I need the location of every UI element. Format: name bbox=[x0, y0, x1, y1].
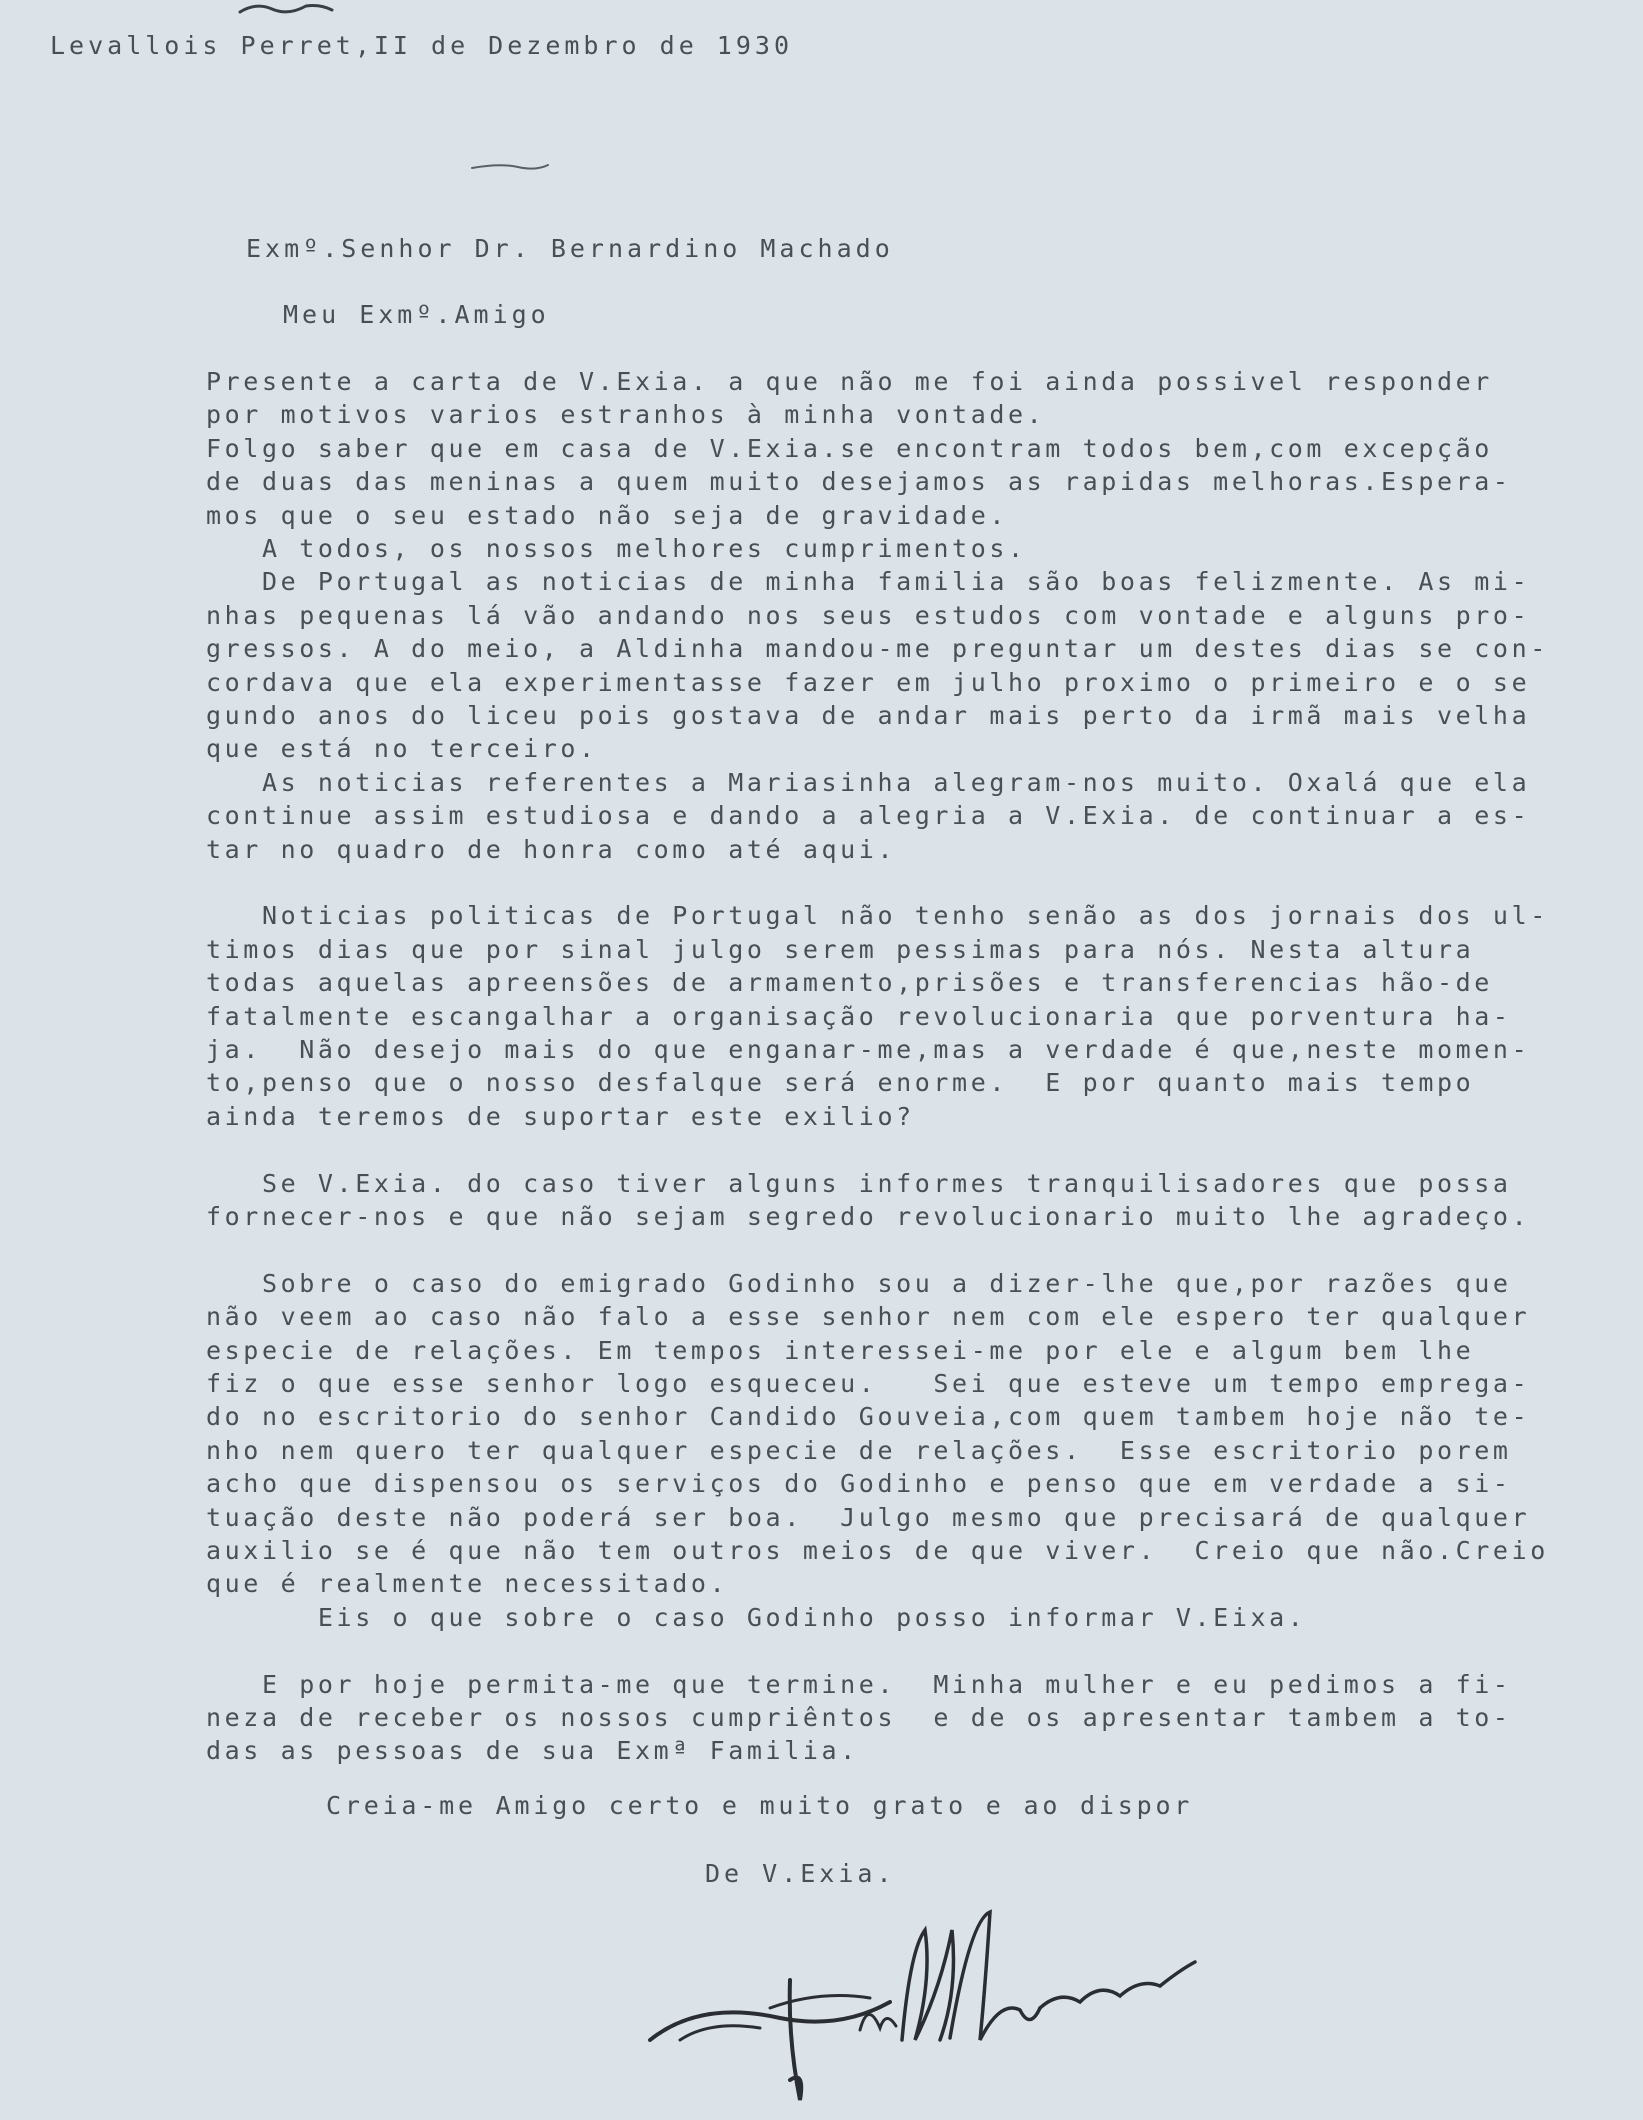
body-line: E por hoje permita-me que termine. Minha mulher e eu pedimos a fi- bbox=[206, 1669, 1512, 1699]
handwritten-signature bbox=[640, 1890, 1200, 2110]
body-line: De Portugal as noticias de minha familia são boas felizmente. As mi- bbox=[206, 567, 1531, 597]
body-line: especie de relações. Em tempos interessei-me por ele e algum bem lhe bbox=[206, 1335, 1475, 1365]
body-line: do no escritorio do senhor Candido Gouveia,com quem tambem hoje não te- bbox=[206, 1402, 1531, 1432]
body-line: que está no terceiro. bbox=[206, 734, 598, 764]
body-line: de duas das meninas a quem muito desejamos as rapidas melhoras.Espera- bbox=[206, 467, 1512, 497]
body-line: Folgo saber que em casa de V.Exia.se encontram todos bem,com excepção bbox=[206, 433, 1493, 463]
body-line: mos que o seu estado não seja de gravidade. bbox=[206, 500, 1009, 530]
body-line: todas aquelas apreensões de armamento,prisões e transferencias hão-de bbox=[206, 968, 1493, 998]
dateline: Levallois Perret,II de Dezembro de 1930 bbox=[50, 31, 793, 60]
body-line: Eis o que sobre o caso Godinho posso informar V.Eixa. bbox=[206, 1602, 1307, 1632]
body-line: das as pessoas de sua Exmª Familia. bbox=[206, 1736, 859, 1766]
body-line: nho nem quero ter qualquer especie de relações. Esse escritorio porem bbox=[206, 1435, 1512, 1465]
body-line: As noticias referentes a Mariasinha alegram-nos muito. Oxalá que ela bbox=[206, 767, 1531, 797]
subscription-line: De V.Exia. bbox=[705, 1859, 896, 1888]
body-line: ja. Não desejo mais do que enganar-me,mas a verdade é que,neste momen- bbox=[206, 1035, 1531, 1064]
body-line: Noticias politicas de Portugal não tenho senão as dos jornais dos ul- bbox=[206, 901, 1549, 931]
ink-scribble-mark bbox=[236, 0, 336, 18]
body-line: auxilio se é que não tem outros meios de que viver. Creio que não.Creio bbox=[206, 1536, 1549, 1565]
body-line: continue assim estudiosa e dando a alegria a V.Exia. de continuar a es- bbox=[206, 801, 1531, 831]
body-line: Sobre o caso do emigrado Godinho sou a dizer-lhe que,por razões que bbox=[206, 1268, 1512, 1298]
closing-line: Creia-me Amigo certo e muito grato e ao dispor bbox=[326, 1791, 1194, 1820]
body-line: fornecer-nos e que não sejam segredo revolucionario muito lhe agradeço. bbox=[206, 1202, 1531, 1231]
body-line: ainda teremos de suportar este exilio? bbox=[206, 1101, 915, 1131]
body-line: cordava que ela experimentasse fazer em julho proximo o primeiro e o se bbox=[206, 667, 1531, 697]
body-line: A todos, os nossos melhores cumprimentos. bbox=[206, 534, 1027, 563]
separator-dash bbox=[470, 160, 550, 174]
body-line: tuação deste não poderá ser boa. Julgo mesmo que precisará de qualquer bbox=[206, 1502, 1531, 1532]
body-line: acho que dispensou os serviços do Godinho e penso que em verdade a si- bbox=[206, 1469, 1512, 1499]
salutation: Meu Exmº.Amigo bbox=[283, 300, 550, 329]
body-line: gressos. A do meio, a Aldinha mandou-me preguntar um destes dias se con- bbox=[206, 634, 1549, 664]
body-line: to,penso que o nosso desfalque será enorme. E por quanto mais tempo bbox=[206, 1068, 1475, 1098]
body-line: por motivos varios estranhos à minha vontade. bbox=[206, 400, 1046, 430]
body-line: não veem ao caso não falo a esse senhor nem com ele espero ter qualquer bbox=[206, 1302, 1531, 1332]
body-line: timos dias que por sinal julgo serem pessimas para nós. Nesta altura bbox=[206, 934, 1475, 964]
body-line: fiz o que esse senhor logo esqueceu. Sei que esteve um tempo emprega- bbox=[206, 1369, 1531, 1398]
body-line: Se V.Exia. do caso tiver alguns informes tranquilisadores que possa bbox=[206, 1168, 1512, 1198]
body-line: Presente a carta de V.Exia. a que não me foi ainda possivel responder bbox=[206, 367, 1493, 396]
addressee-line: Exmº.Senhor Dr. Bernardino Machado bbox=[246, 234, 894, 263]
body-line: que é realmente necessitado. bbox=[206, 1569, 729, 1599]
body-line: fatalmente escangalhar a organisação revolucionaria que porventura ha- bbox=[206, 1001, 1512, 1031]
body-line: gundo anos do liceu pois gostava de andar mais perto da irmã mais velha bbox=[206, 701, 1531, 730]
body-line: tar no quadro de honra como até aqui. bbox=[206, 834, 897, 864]
body-line: nhas pequenas lá vão andando nos seus estudos com vontade e alguns pro- bbox=[206, 600, 1531, 630]
body-line: neza de receber os nossos cumpriêntos e de os apresentar tambem a to- bbox=[206, 1703, 1512, 1732]
